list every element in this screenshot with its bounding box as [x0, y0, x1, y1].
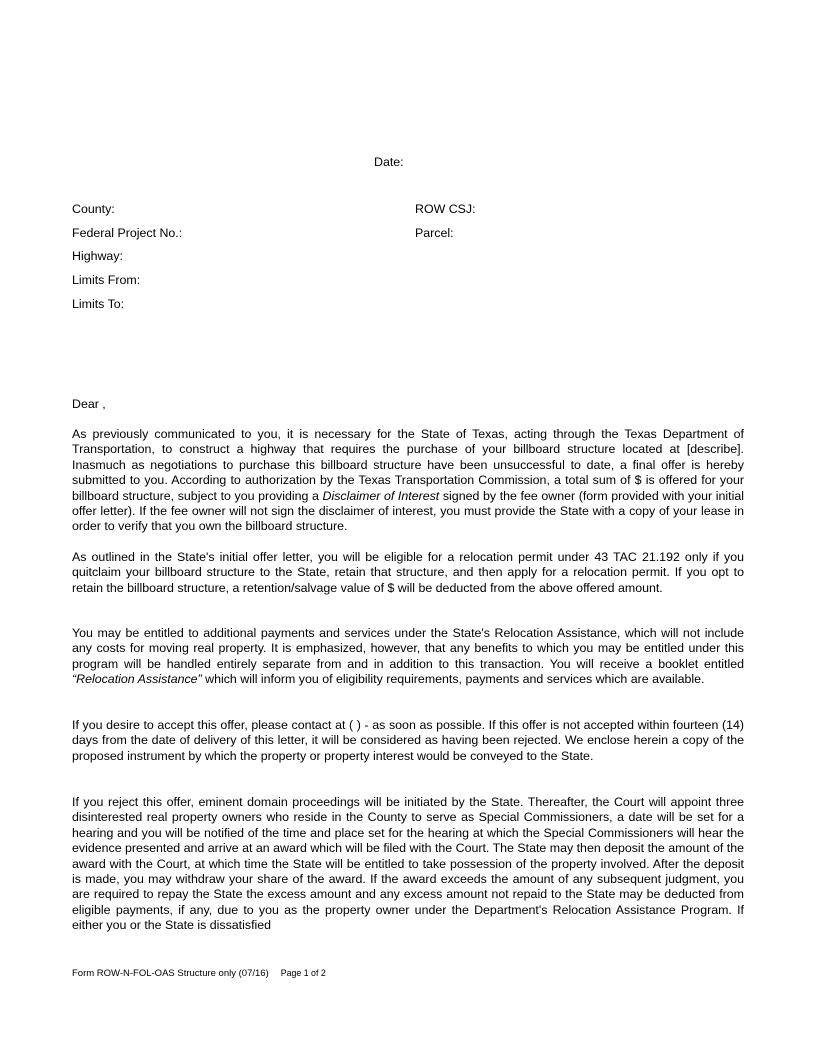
paragraph-offer-part-2: signed by the fee owner (form provided with your initial offer letter). If the fee owner will not sign the disclaimer of interest, you must provide the State with a copy of your lease in order to verify that you own the billboard structure.	[72, 488, 744, 534]
relocation-assistance-booklet-title: “Relocation Assistance”	[72, 672, 202, 687]
paragraph-assistance-part-2: which will inform you of eligibility requirements, payments and services which are available.	[201, 672, 705, 687]
parcel-label: Parcel:	[415, 226, 454, 240]
form-identifier: Form ROW-N-FOL-OAS Structure only (07/16)	[72, 968, 269, 979]
paragraph-relocation-assistance	[72, 626, 744, 688]
highway-label: Highway:	[72, 249, 123, 263]
county-label: County:	[72, 202, 115, 216]
paragraph-accept-offer: If you desire to accept this offer, please contact at ( ) - as soon as possible. If this offer is not accepted within fourteen (14) days from the date of delivery of this letter, it will be considered as having been rejected. We enclose herein a copy of the proposed instrument by which the property or property interest would be conveyed to the State.	[72, 718, 744, 763]
salutation: Dear ,	[72, 397, 106, 411]
disclaimer-of-interest-title: Disclaimer of Interest	[322, 488, 440, 503]
row-csj-label: ROW CSJ:	[415, 202, 476, 216]
page-number: Page 1 of 2	[280, 968, 326, 978]
limits-from-label: Limits From:	[72, 273, 141, 287]
paragraph-reject-offer: If you reject this offer, eminent domain proceedings will be initiated by the State. Thereafter, the Court will appoint three disinterested real property owners who reside in the County to serve as Special Commissioners, a date will be set for a hearing and you will be notified of the time and place set for the hearing at which the Special Commissioners will hear the evidence presented and arrive at an award which will be filed with the Court. The State may then deposit the amount of the award with the Court, at which time the State will be entitled to take possession of the property involved. After the deposit is made, you may withdraw your share of the award. If the award exceeds the amount of any subsequent judgment, you are required to repay the State the excess amount and any excess amount not repaid to the State may be deducted from eligible payments, if any, due to you as the property owner under the Department's Relocation Assistance Program. If either you or the State is dissatisfied	[72, 795, 745, 933]
limits-to-label: Limits To:	[72, 297, 125, 311]
paragraph-relocation-permit: As outlined in the State's initial offer letter, you will be eligible for a relocation permit under 43 TAC 21.192 only if you quitclaim your billboard structure to the State, retain that structure, and then apply for a relocation permit. If you opt to retain the billboard structure, a retention/salvage value of $ will be deducted from the above offered amount.	[72, 550, 744, 595]
page-footer	[72, 968, 326, 979]
federal-project-label: Federal Project No.:	[72, 226, 183, 240]
paragraph-offer-part-1: As previously communicated to you, it is necessary for the State of Texas, acting through the Texas Department of Transportation, to construct a highway that requires the purchase of your billboard structure located at [describe]. Inasmuch as negotiations to purchase this billboard structure have been unsuccessful to date, a final offer is hereby submitted to you. According to authorization by the Texas Transportation Commission, a total sum of $ is offered for your billboard structure, subject to you providing a	[72, 427, 744, 503]
paragraph-offer	[72, 427, 744, 535]
paragraph-assistance-part-1: You may be entitled to additional payments and services under the State's Relocation Assistance, which will not include any costs for moving real property. It is emphasized, however, that any benefits to which you may be entitled under this program will be handled entirely separate from and in addition to this transaction. You will receive a booklet entitled	[72, 626, 744, 671]
date-label: Date:	[374, 155, 404, 169]
